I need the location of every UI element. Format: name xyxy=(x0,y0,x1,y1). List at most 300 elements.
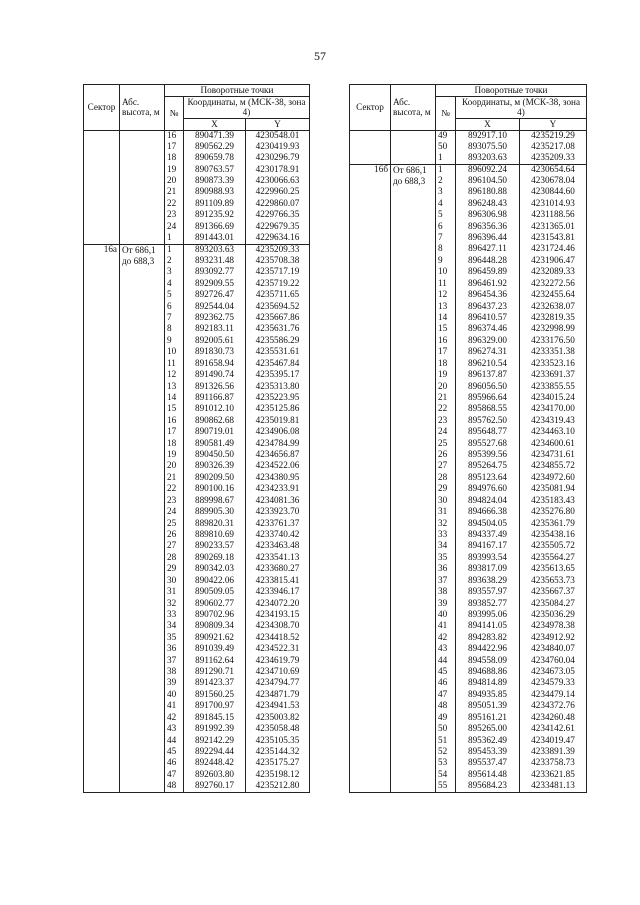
x-coordinate: 891039.49 xyxy=(184,644,246,655)
y-coordinate: 4230419.93 xyxy=(246,142,310,153)
x-coordinate: 890988.93 xyxy=(184,187,246,198)
y-coordinate: 4235223.95 xyxy=(246,393,310,404)
sector-cell xyxy=(350,153,391,164)
table-row xyxy=(350,610,587,621)
altitude-cell xyxy=(120,176,165,187)
table-row xyxy=(350,621,587,632)
y-coordinate: 4233758.73 xyxy=(520,758,587,769)
sector-cell xyxy=(350,450,391,461)
altitude-cell xyxy=(391,313,436,324)
table-row xyxy=(84,678,310,689)
table-row xyxy=(350,644,587,655)
sector-cell xyxy=(84,747,120,758)
point-number: 16 xyxy=(436,336,456,347)
sector-cell xyxy=(84,713,120,724)
altitude-cell xyxy=(391,450,436,461)
y-coordinate: 4232638.07 xyxy=(520,302,587,313)
point-number: 14 xyxy=(436,313,456,324)
point-number: 10 xyxy=(165,347,184,358)
point-number: 34 xyxy=(436,541,456,552)
point-number: 17 xyxy=(165,427,184,438)
point-number: 48 xyxy=(165,781,184,792)
point-number: 11 xyxy=(436,279,456,290)
x-coordinate: 891109.89 xyxy=(184,199,246,210)
table-row xyxy=(350,553,587,564)
x-coordinate: 893817.09 xyxy=(456,564,520,575)
table-row xyxy=(350,393,587,404)
sector-cell xyxy=(350,359,391,370)
point-number: 26 xyxy=(165,530,184,541)
table-row xyxy=(84,336,310,347)
y-coordinate: 4234380.95 xyxy=(246,473,310,484)
altitude-cell xyxy=(391,404,436,415)
x-coordinate: 890873.39 xyxy=(184,176,246,187)
y-coordinate: 4233855.55 xyxy=(520,382,587,393)
y-coordinate: 4234619.79 xyxy=(246,656,310,667)
sector-cell xyxy=(84,736,120,747)
point-number: 18 xyxy=(165,153,184,164)
y-coordinate: 4231014.93 xyxy=(520,199,587,210)
header-y: Y xyxy=(246,118,310,130)
point-number: 31 xyxy=(165,587,184,598)
y-coordinate: 4234673.05 xyxy=(520,667,587,678)
sector-cell xyxy=(84,450,120,461)
table-row xyxy=(350,370,587,381)
sector-cell xyxy=(84,256,120,267)
sector-cell xyxy=(84,210,120,221)
sector-cell xyxy=(84,439,120,450)
altitude-cell xyxy=(120,336,165,347)
y-coordinate: 4235175.27 xyxy=(246,758,310,769)
sector-cell xyxy=(350,564,391,575)
y-coordinate: 4235144.32 xyxy=(246,747,310,758)
table-row xyxy=(350,244,587,255)
y-coordinate: 4235613.65 xyxy=(520,564,587,575)
sector-cell xyxy=(84,667,120,678)
table-row xyxy=(350,713,587,724)
table-row xyxy=(84,496,310,507)
table-row xyxy=(350,199,587,210)
table-row xyxy=(350,724,587,735)
y-coordinate: 4235505.72 xyxy=(520,541,587,552)
altitude-cell xyxy=(391,427,436,438)
y-coordinate: 4231543.81 xyxy=(520,233,587,244)
sector-cell xyxy=(350,302,391,313)
table-row xyxy=(84,279,310,290)
x-coordinate: 894504.05 xyxy=(456,519,520,530)
altitude-cell xyxy=(391,736,436,747)
sector-cell xyxy=(84,153,120,164)
point-number: 26 xyxy=(436,450,456,461)
sector-cell xyxy=(84,564,120,575)
x-coordinate: 896396.44 xyxy=(456,233,520,244)
x-coordinate: 890422.06 xyxy=(184,576,246,587)
altitude-cell xyxy=(391,530,436,541)
point-number: 44 xyxy=(165,736,184,747)
sector-cell xyxy=(84,576,120,587)
altitude-cell xyxy=(391,576,436,587)
altitude-cell xyxy=(120,496,165,507)
sector-cell xyxy=(350,142,391,153)
y-coordinate: 4234579.33 xyxy=(520,678,587,689)
y-coordinate: 4230296.79 xyxy=(246,153,310,164)
y-coordinate: 4233761.37 xyxy=(246,519,310,530)
table-row xyxy=(84,564,310,575)
altitude-cell xyxy=(391,621,436,632)
point-number: 45 xyxy=(165,747,184,758)
table-row xyxy=(350,496,587,507)
sector-cell xyxy=(84,313,120,324)
table-row xyxy=(350,313,587,324)
x-coordinate: 891658.94 xyxy=(184,359,246,370)
table-row xyxy=(350,564,587,575)
altitude-cell xyxy=(391,781,436,792)
sector-cell xyxy=(84,530,120,541)
point-number: 41 xyxy=(436,621,456,632)
table-row xyxy=(84,256,310,267)
altitude-cell xyxy=(391,382,436,393)
sector-cell xyxy=(350,599,391,610)
altitude-cell xyxy=(120,576,165,587)
point-number: 34 xyxy=(165,621,184,632)
table-row xyxy=(84,610,310,621)
y-coordinate: 4233946.17 xyxy=(246,587,310,598)
point-number: 12 xyxy=(165,370,184,381)
table-row xyxy=(84,393,310,404)
sector-cell xyxy=(350,621,391,632)
point-number: 48 xyxy=(436,701,456,712)
table-row xyxy=(84,244,310,255)
sector-cell xyxy=(350,313,391,324)
table-row xyxy=(350,781,587,792)
table-row xyxy=(350,222,587,233)
sector-cell xyxy=(84,758,120,769)
altitude-cell xyxy=(120,199,165,210)
point-number: 22 xyxy=(436,404,456,415)
altitude-cell xyxy=(120,187,165,198)
table-row xyxy=(84,267,310,278)
table-row xyxy=(84,747,310,758)
x-coordinate: 895537.47 xyxy=(456,758,520,769)
point-number: 24 xyxy=(165,507,184,518)
point-number: 11 xyxy=(165,359,184,370)
table-row xyxy=(84,484,310,495)
y-coordinate: 4231724.46 xyxy=(520,244,587,255)
y-coordinate: 4230678.04 xyxy=(520,176,587,187)
table-row xyxy=(84,758,310,769)
point-number: 1 xyxy=(165,244,184,255)
x-coordinate: 894337.49 xyxy=(456,530,520,541)
point-number: 35 xyxy=(436,553,456,564)
sector-cell xyxy=(84,279,120,290)
altitude-cell xyxy=(391,758,436,769)
table-row xyxy=(84,382,310,393)
point-number: 1 xyxy=(165,233,184,244)
point-number: 36 xyxy=(165,644,184,655)
sector-cell xyxy=(350,519,391,530)
header-x: X xyxy=(184,118,246,130)
sector-cell xyxy=(84,599,120,610)
altitude-cell xyxy=(391,439,436,450)
point-number: 47 xyxy=(165,770,184,781)
point-number: 19 xyxy=(436,370,456,381)
point-number: 5 xyxy=(165,290,184,301)
point-number: 21 xyxy=(165,473,184,484)
table-row xyxy=(84,667,310,678)
y-coordinate: 4234760.04 xyxy=(520,656,587,667)
altitude-cell xyxy=(120,427,165,438)
point-number: 1 xyxy=(436,153,456,164)
sector-cell xyxy=(350,541,391,552)
point-number: 20 xyxy=(165,176,184,187)
sector-cell xyxy=(350,290,391,301)
x-coordinate: 893203.63 xyxy=(184,244,246,255)
sector-cell xyxy=(350,336,391,347)
sector-cell xyxy=(350,644,391,655)
point-number: 53 xyxy=(436,758,456,769)
y-coordinate: 4233176.50 xyxy=(520,336,587,347)
table-row xyxy=(84,450,310,461)
sector-cell xyxy=(350,176,391,187)
table-row xyxy=(350,210,587,221)
y-coordinate: 4234081.36 xyxy=(246,496,310,507)
x-coordinate: 891162.64 xyxy=(184,656,246,667)
sector-cell xyxy=(350,587,391,598)
x-coordinate: 895399.56 xyxy=(456,450,520,461)
altitude-cell xyxy=(120,758,165,769)
x-coordinate: 895684.23 xyxy=(456,781,520,792)
y-coordinate: 4235212.80 xyxy=(246,781,310,792)
altitude-cell xyxy=(120,736,165,747)
point-number: 2 xyxy=(165,256,184,267)
x-coordinate: 890921.62 xyxy=(184,633,246,644)
altitude-cell xyxy=(391,142,436,153)
sector-cell xyxy=(84,404,120,415)
altitude-cell xyxy=(391,599,436,610)
y-coordinate: 4234912.92 xyxy=(520,633,587,644)
x-coordinate: 893231.48 xyxy=(184,256,246,267)
y-coordinate: 4233481.13 xyxy=(520,781,587,792)
x-coordinate: 896248.43 xyxy=(456,199,520,210)
x-coordinate: 890100.16 xyxy=(184,484,246,495)
sector-cell xyxy=(84,336,120,347)
y-coordinate: 4235467.84 xyxy=(246,359,310,370)
altitude-cell xyxy=(120,644,165,655)
y-coordinate: 4235667.86 xyxy=(246,313,310,324)
header-x: X xyxy=(456,118,520,130)
y-coordinate: 4235564.27 xyxy=(520,553,587,564)
table-row xyxy=(84,130,310,141)
sector-cell xyxy=(350,393,391,404)
table-row xyxy=(84,404,310,415)
sector-cell xyxy=(350,633,391,644)
point-number: 50 xyxy=(436,724,456,735)
sector-cell xyxy=(84,610,120,621)
x-coordinate: 892142.29 xyxy=(184,736,246,747)
altitude-cell xyxy=(120,370,165,381)
x-coordinate: 892544.04 xyxy=(184,302,246,313)
altitude-cell xyxy=(391,541,436,552)
y-coordinate: 4231188.56 xyxy=(520,210,587,221)
point-number: 30 xyxy=(436,496,456,507)
altitude-cell xyxy=(120,153,165,164)
sector-cell xyxy=(350,461,391,472)
point-number: 3 xyxy=(165,267,184,278)
point-number: 7 xyxy=(165,313,184,324)
x-coordinate: 893092.77 xyxy=(184,267,246,278)
altitude-cell xyxy=(120,701,165,712)
table-row xyxy=(350,507,587,518)
sector-cell xyxy=(84,176,120,187)
y-coordinate: 4235531.61 xyxy=(246,347,310,358)
point-number: 20 xyxy=(436,382,456,393)
y-coordinate: 4231906.47 xyxy=(520,256,587,267)
table-row xyxy=(350,130,587,141)
x-coordinate: 896056.50 xyxy=(456,382,520,393)
point-number: 23 xyxy=(165,210,184,221)
sector-cell xyxy=(350,473,391,484)
header-number: № xyxy=(436,96,456,130)
table-row xyxy=(84,633,310,644)
y-coordinate: 4235183.43 xyxy=(520,496,587,507)
point-number: 39 xyxy=(436,599,456,610)
altitude-cell xyxy=(391,610,436,621)
x-coordinate: 895264.75 xyxy=(456,461,520,472)
x-coordinate: 894167.17 xyxy=(456,541,520,552)
altitude-cell xyxy=(391,678,436,689)
y-coordinate: 4232998.99 xyxy=(520,324,587,335)
y-coordinate: 4234072.20 xyxy=(246,599,310,610)
table-row xyxy=(350,302,587,313)
table-row xyxy=(350,233,587,244)
header-turning-points: Поворотные точки xyxy=(436,85,587,97)
table-row xyxy=(84,427,310,438)
x-coordinate: 894976.60 xyxy=(456,484,520,495)
x-coordinate: 890602.77 xyxy=(184,599,246,610)
table-row xyxy=(84,302,310,313)
x-coordinate: 895123.64 xyxy=(456,473,520,484)
y-coordinate: 4235003.82 xyxy=(246,713,310,724)
point-number: 4 xyxy=(165,279,184,290)
table-row xyxy=(84,713,310,724)
x-coordinate: 892760.17 xyxy=(184,781,246,792)
table-row xyxy=(350,701,587,712)
altitude-cell xyxy=(120,724,165,735)
x-coordinate: 895648.77 xyxy=(456,427,520,438)
sector-cell xyxy=(350,210,391,221)
point-number: 4 xyxy=(436,199,456,210)
sector-cell xyxy=(350,279,391,290)
point-number: 37 xyxy=(436,576,456,587)
y-coordinate: 4235219.29 xyxy=(520,130,587,141)
point-number: 29 xyxy=(165,564,184,575)
sector-cell xyxy=(84,199,120,210)
point-number: 45 xyxy=(436,667,456,678)
sector-cell xyxy=(84,701,120,712)
sector-cell xyxy=(84,587,120,598)
point-number: 8 xyxy=(436,244,456,255)
x-coordinate: 896461.92 xyxy=(456,279,520,290)
altitude-cell xyxy=(120,667,165,678)
point-number: 28 xyxy=(436,473,456,484)
table-row xyxy=(84,199,310,210)
point-number: 14 xyxy=(165,393,184,404)
sector-cell xyxy=(84,130,120,141)
sector-cell xyxy=(84,267,120,278)
y-coordinate: 4235361.79 xyxy=(520,519,587,530)
y-coordinate: 4234794.77 xyxy=(246,678,310,689)
x-coordinate: 893557.97 xyxy=(456,587,520,598)
point-number: 16 xyxy=(165,130,184,141)
x-coordinate: 890233.57 xyxy=(184,541,246,552)
y-coordinate: 4234978.38 xyxy=(520,621,587,632)
x-coordinate: 893203.63 xyxy=(456,153,520,164)
sector-cell xyxy=(350,758,391,769)
altitude-cell xyxy=(120,359,165,370)
x-coordinate: 894283.82 xyxy=(456,633,520,644)
y-coordinate: 4234193.15 xyxy=(246,610,310,621)
altitude-cell xyxy=(120,393,165,404)
point-number: 46 xyxy=(436,678,456,689)
sector-cell xyxy=(84,541,120,552)
table-row xyxy=(350,359,587,370)
altitude-cell xyxy=(120,747,165,758)
altitude-cell xyxy=(391,130,436,141)
sector-cell xyxy=(350,713,391,724)
altitude-cell xyxy=(120,450,165,461)
altitude-cell xyxy=(120,541,165,552)
y-coordinate: 4232819.35 xyxy=(520,313,587,324)
y-coordinate: 4229766.35 xyxy=(246,210,310,221)
table-row xyxy=(84,222,310,233)
table-row xyxy=(350,290,587,301)
sector-cell xyxy=(350,553,391,564)
x-coordinate: 893638.29 xyxy=(456,576,520,587)
altitude-cell xyxy=(120,404,165,415)
y-coordinate: 4234418.52 xyxy=(246,633,310,644)
altitude-cell xyxy=(120,610,165,621)
x-coordinate: 890342.03 xyxy=(184,564,246,575)
point-number: 10 xyxy=(436,267,456,278)
table-row xyxy=(350,324,587,335)
y-coordinate: 4235105.35 xyxy=(246,736,310,747)
table-row xyxy=(84,541,310,552)
y-coordinate: 4229679.35 xyxy=(246,222,310,233)
y-coordinate: 4235217.08 xyxy=(520,142,587,153)
x-coordinate: 896356.36 xyxy=(456,222,520,233)
altitude-cell xyxy=(391,165,436,187)
altitude-cell xyxy=(391,244,436,255)
sector-cell xyxy=(350,324,391,335)
table-row xyxy=(84,530,310,541)
y-coordinate: 4233891.39 xyxy=(520,747,587,758)
point-number: 55 xyxy=(436,781,456,792)
point-number: 6 xyxy=(165,302,184,313)
altitude-cell xyxy=(120,313,165,324)
y-coordinate: 4235711.65 xyxy=(246,290,310,301)
y-coordinate: 4229960.25 xyxy=(246,187,310,198)
y-coordinate: 4235276.80 xyxy=(520,507,587,518)
altitude-cell xyxy=(120,713,165,724)
point-number: 42 xyxy=(436,633,456,644)
x-coordinate: 892183.11 xyxy=(184,324,246,335)
point-number: 52 xyxy=(436,747,456,758)
point-number: 20 xyxy=(165,461,184,472)
table-row xyxy=(350,758,587,769)
header-y: Y xyxy=(520,118,587,130)
y-coordinate: 4234600.61 xyxy=(520,439,587,450)
sector-cell xyxy=(84,165,120,176)
